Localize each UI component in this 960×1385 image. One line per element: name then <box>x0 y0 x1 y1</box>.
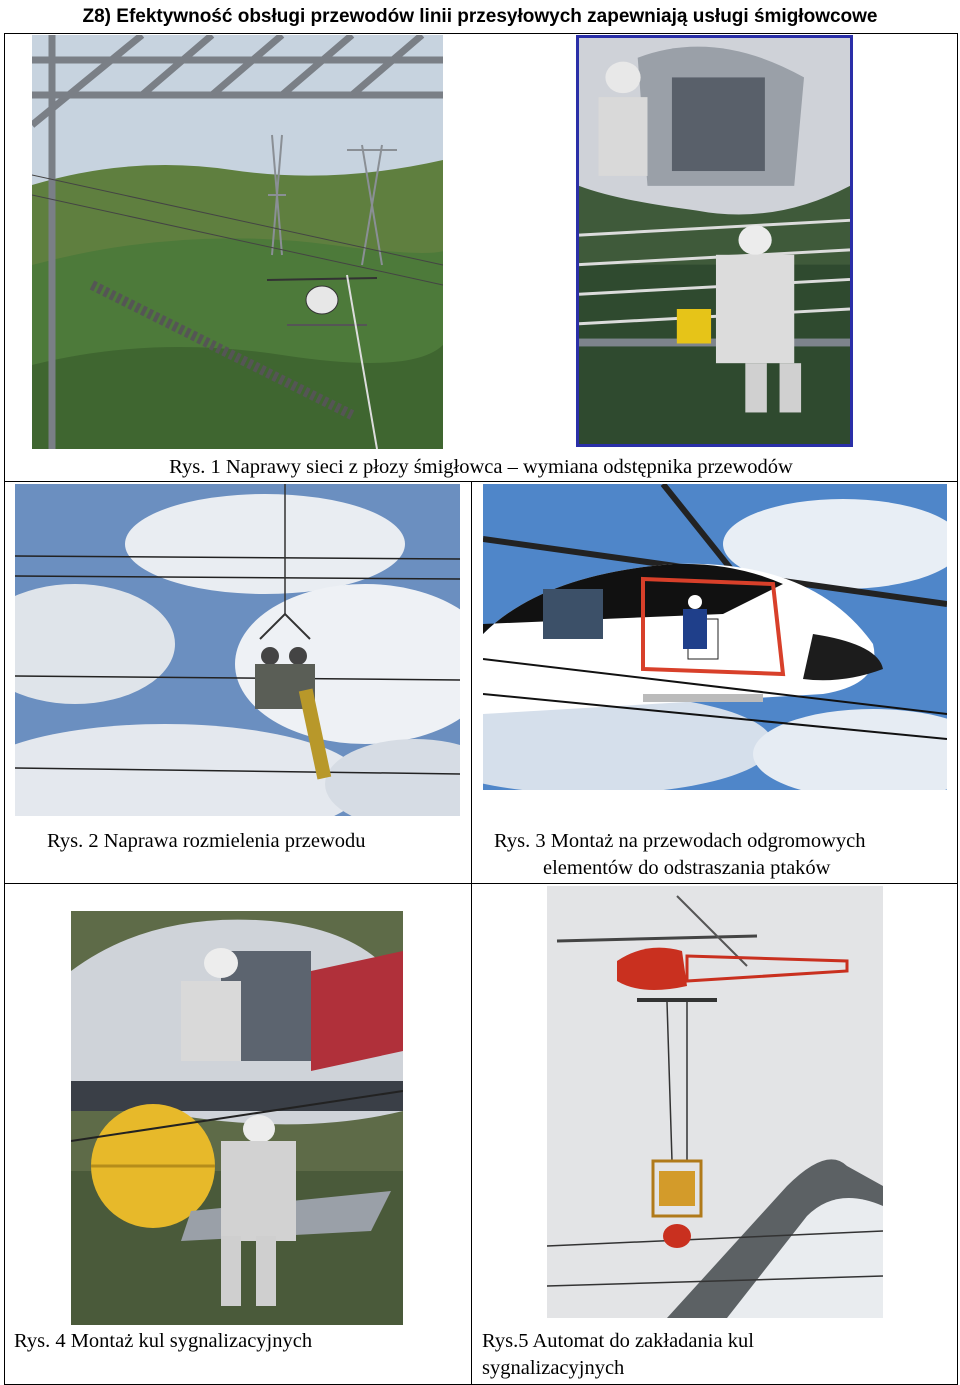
caption-fig3-line1: Rys. 3 Montaż na przewodach odgromowych <box>494 830 866 852</box>
photo-ball-installer <box>547 886 883 1318</box>
photo-marker-ball-image <box>71 911 403 1325</box>
page-title: Z8) Efektywność obsługi przewodów linii przesyłowych zapewniają usługi śmigłowcowe <box>82 6 878 27</box>
caption-fig5-line1: Rys.5 Automat do zakładania kul <box>482 1330 754 1352</box>
photo-tower-helicopter-image <box>32 35 443 449</box>
caption-fig4: Rys. 4 Montaż kul sygnalizacyjnych <box>14 1330 313 1352</box>
photo-bird-diverters <box>483 484 947 790</box>
photo-bird-diverters-image <box>483 484 947 790</box>
table-divider-row1 <box>4 481 958 482</box>
photo-ball-installer-image <box>547 886 883 1318</box>
table-border-top <box>4 33 958 34</box>
photo-marker-ball <box>71 911 403 1325</box>
photo-tower-helicopter <box>32 35 443 449</box>
caption-fig5-line2: sygnalizacyjnych <box>482 1357 625 1379</box>
photo-cable-repair <box>15 484 460 816</box>
photo-skid-workers <box>576 35 853 447</box>
photo-skid-workers-image <box>579 38 850 444</box>
table-border-left <box>4 33 5 1385</box>
table-border-right <box>957 33 958 1385</box>
caption-fig2: Rys. 2 Naprawa rozmielenia przewodu <box>47 830 366 852</box>
photo-cable-repair-image <box>15 484 460 816</box>
table-divider-column <box>471 481 472 1385</box>
caption-fig3-line2: elementów do odstraszania ptaków <box>543 857 831 879</box>
caption-fig1: Rys. 1 Naprawy sieci z płozy śmigłowca – wymiana odstępnika przewodów <box>169 456 793 478</box>
table-divider-row2 <box>4 883 958 884</box>
